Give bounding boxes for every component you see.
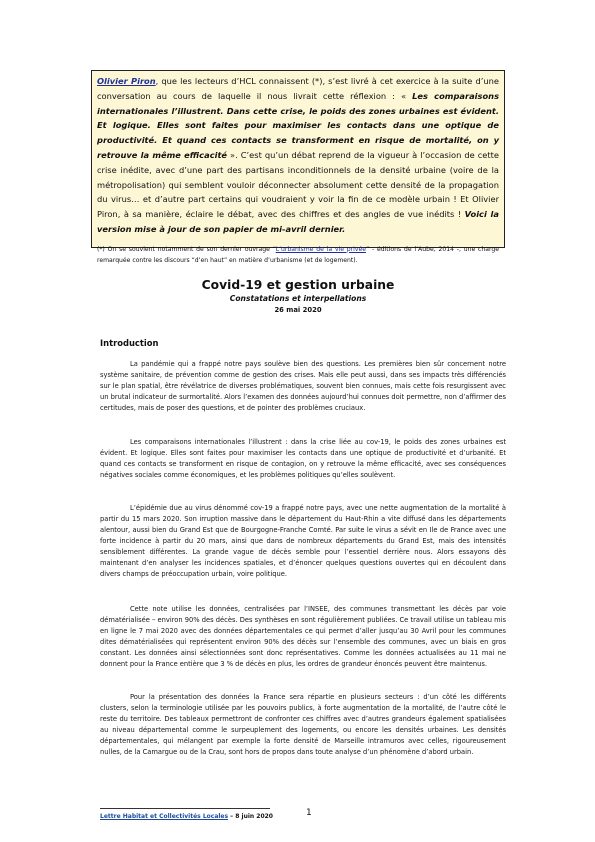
paragraph-3: L’épidémie due au virus dénommé cov-19 a frappé notre pays, avec une nette augmentation de la mortalité à partir du 15 mars 2020. Son irruption massive dans le département du Haut-Rhin a vite diffusé dans les départements alentour, aussi bien du Grand Est que de Bourgogne-Franche Comté. Par suite le virus a sévit en Ile de France avec une forte incidence à partir du 20 mars, ainsi que dans de nombreux départements du Grand Est, mais des intensités sensiblement différentes. La grande vague de décès semble pour l’essentiel derrière nous. Alors essayons dès maintenant d’en analyser les incidences spatiales, et d’énoncer quelques questions ouvertes qui en découlent dans divers champs de préoccupation urbain, voire politique. — [100, 504, 506, 578]
paragraph-2: Les comparaisons internationales l’illustrent : dans la crise liée au cov-19, le poids des zones urbaines est évident. Et logique. Elles sont faites pour maximiser les contacts dans une optique de productivité et d’urbanité. Et quand ces contacts se transforment en risque de contagion, on y retrouve la même efficacité, avec ses conséquences négatives sociales comme économiques, et les problèmes politiques qu’elles soulèvent. — [100, 438, 506, 479]
paragraph-5: Pour la présentation des données la France sera répartie en plusieurs secteurs : d’un côté les différents clusters, selon la terminologie utilisée par les pouvoirs publics, à forte augmentation de la mortalité, de l’autre côté le reste du territoire. Des tableaux permettront de confronter ces chiffres avec d’autres grandeurs également spatialisées au niveau départemental comme le surpeuplement des logements, ou encore les densités urbaines. Les densités départementales, qui mélangent par exemple la forte densité de Marseille intramuros avec celles, rigoureusement nulles, de la Camargue ou de la Crau, sont hors de propos dans toute analyse d’un phénomène d’abord urbain. — [100, 693, 506, 756]
publication-link[interactable]: Lettre Habitat et Collectivités Locales — [100, 813, 229, 820]
document-date: 26 mai 2020 — [274, 306, 322, 314]
footnote-text-1: (*) On se souvient notamment de son dernier ouvrage “ — [97, 245, 276, 253]
page-number: 1 — [306, 808, 312, 818]
intro-text-2: ». C’est qu’un débat reprend de la vigueur à l’occasion de cette crise inédite, avec d’une part des partisans inconditionnels de la densité urbaine (voire de la métropolisation) qui semblent vouloir déconnecter absolument cette densité de la propagation du virus… et d’autre part certains qui voudraient y voir la fin de ce modèle urbain ! Et Olivier Piron, à sa manière, éclaire le débat, avec des chiffres et des angles de vue inédits ! — [97, 149, 500, 220]
book-link[interactable]: L’urbanisme de la vie privée — [275, 245, 366, 253]
footer — [100, 813, 273, 820]
intro-update-note: Voici la version mise à jour de son papier de mi-avril dernier. — [97, 209, 499, 234]
document-subtitle: Constatations et interpellations — [229, 294, 367, 303]
author-link[interactable]: Olivier Piron — [97, 76, 156, 86]
footer-date: – 8 juin 2020 — [228, 813, 273, 820]
intro-footnote — [97, 244, 499, 266]
intro-box — [91, 70, 505, 264]
footnote-text-2: ” - éditions de l’Aube, 2014 -, une charge remarquée contre les discours “d’en haut” en matière d’urbanisme (et de logement). — [97, 245, 500, 264]
footer-rule — [100, 808, 270, 809]
paragraph-1: La pandémie qui a frappé notre pays soulève bien des questions. Les premières bien sûr concernent notre système sanitaire, de prévention comme de gestion des crises. Mais elle peut aussi, dans ses impacts très différenciés sur le plan spatial, être révélatrice de diverses problématiques, souvent bien connues, mais cette fois resurgissent avec un brutal indicateur de surmortalité. Alors l’examen des données aujourd’hui connues doit permettre, non d’affirmer des certitudes, mais de poser des questions, et de pointer des problèmes cruciaux. — [100, 360, 506, 412]
document-title: Covid-19 et gestion urbaine — [201, 278, 395, 292]
section-heading: Introduction — [100, 338, 159, 348]
paragraph-4: Cette note utilise les données, centralisées par l’INSEE, des communes transmettant les décès par voie dématérialisée – environ 90% des décès. Des synthèses en sont régulièrement publiées. Ce travail utilise un tableau mis en ligne le 7 mai 2020 avec des données départementales ce qui permet d’aller jusqu’au 30 Avril pour les communes dites dématérialisées qui représentent environ 90% des décès sur l’ensemble des communes, avec un biais en gros constant. Les données ainsi sélectionnées sont donc représentatives. Comme les données actualisées au 11 mai ne donnent pour la France entière que 3 % de décès en plus, les ordres de grandeur énoncés peuvent être maintenus. — [100, 605, 506, 668]
intro-quote: Les comparaisons internationales l’illustrent. Dans cette crise, le poids des zones urbaines est évident. Et logique. Elles sont faites pour maximiser les contacts dans une optique de productivité. Et quand ces contacts se transforment en risque de mortalité, on y retrouve la même efficacité — [97, 90, 500, 160]
intro-paragraph — [97, 74, 499, 237]
intro-text-1: , que les lecteurs d’HCL connaissent (*), s’est livré à cet exercice à la suite d’une conversation au cours de laquelle il nous livrait cette réflexion : « — [97, 76, 499, 101]
